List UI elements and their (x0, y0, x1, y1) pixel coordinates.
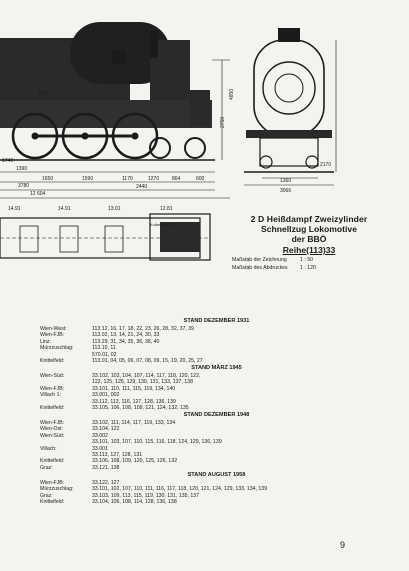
row-numbers: 33.102, 103, 104, 107, 114, 117, 118, 120, 122, (92, 373, 201, 379)
stand-title: STAND MÄRZ 1945 (191, 365, 242, 371)
dim-2170: 2170 (320, 162, 332, 168)
dim-4850: 4850 (229, 88, 235, 100)
title-line-4: Reihe(113)33 (282, 245, 336, 255)
row-numbers: 113.01, 04, 05, 06, 07, 08, 09, 15, 19, 20, 25, 27 (92, 358, 203, 365)
row-numbers: 33.121, 138 (92, 464, 120, 471)
dim-1170: 1170 (122, 176, 133, 182)
table-row (40, 405, 409, 411)
row-numbers: 33.113, 127, 128, 131 (92, 452, 143, 459)
row-location: Mürzzuschlag: (40, 486, 74, 493)
plan-label-4: 12.81 (160, 206, 173, 212)
row-location: Mürzzuschlag: (40, 345, 74, 352)
table-row (40, 358, 409, 364)
plan-label-1: 14.91 (8, 206, 21, 212)
dim-1590: 1590 (82, 176, 94, 182)
dim-3066: 3066 (280, 188, 292, 194)
table-row (40, 465, 409, 471)
row-numbers: 33.102, 111, 114, 117, 119, 133, 134 (92, 420, 176, 426)
stand-title: STAND DEZEMBER 1948 (183, 412, 250, 418)
scale-row (232, 265, 406, 271)
row-location: Villach: (40, 445, 57, 452)
side-elevation (0, 22, 230, 190)
row-location: Wien-FJB: (40, 332, 65, 339)
dim-1360: 1360 (280, 178, 292, 184)
row-numbers: 113.02, 13, 14, 21, 24, 30, 33 (92, 332, 160, 339)
dim-12604: 12 604 (30, 191, 46, 197)
stand-title: STAND DEZEMBER 1931 (183, 318, 250, 324)
title-line-2: Schnellzug Lokomotive (261, 224, 357, 234)
row-location: Wien-Süd: (40, 432, 65, 439)
row-numbers: 33.104, 122 (92, 426, 120, 433)
row-numbers: 113.10, 11 (92, 345, 116, 352)
row-location: Wien-FJB: (40, 480, 65, 486)
row-location: Knittelfeld: (40, 458, 65, 465)
table-row (40, 499, 409, 505)
dim-1270: 1270 (148, 176, 160, 182)
dim-864: 864 (172, 176, 181, 182)
dim-5200: 5200 (38, 91, 50, 97)
stand-title: STAND AUGUST 1958 (187, 472, 246, 478)
row-location: Graz: (40, 492, 53, 499)
scale-value: 1 : 50 (300, 257, 313, 263)
dim-600: 600 (196, 176, 205, 182)
row-numbers: 33.103, 109, 113, 115, 119, 130, 131, 135, 137 (92, 492, 200, 499)
row-numbers: 570.01, 02 (92, 351, 117, 358)
dim-2750: 2750 (220, 116, 226, 128)
row-numbers: 33.104, 106, 108, 114, 128, 136, 138 (92, 499, 177, 506)
row-location: Wien-Süd: (40, 373, 65, 379)
stand-1931 (0, 318, 409, 364)
title-line-1: 2 D Heißdampf Zweizylinder (250, 214, 368, 224)
dim-1650: 1650 (42, 176, 54, 182)
row-numbers: 33.001, 002 (92, 392, 120, 399)
row-numbers: 33.001 (92, 445, 108, 452)
row-numbers: 33.101, 110, 111, 115, 119, 134, 140 (92, 385, 176, 392)
row-numbers: 33.101, 102, 107, 110, 111, 116, 117, 118, 120, 121, 124, 129, 133, 134, 139 (92, 486, 268, 493)
row-numbers: 33.105, 106, 108, 109, 121, 124, 132, 135 (92, 405, 189, 412)
row-location: Knittelfeld: (40, 499, 65, 506)
scale-label: Maßstab der Zeichnung (232, 257, 287, 263)
title-block (212, 214, 406, 271)
stand-1958 (0, 472, 409, 506)
stand-1948 (0, 412, 409, 471)
row-numbers: 33.101, 103, 107, 110, 115, 116, 118, 124, 129, 136, 139 (92, 439, 222, 446)
row-numbers: 33.106, 108, 109, 120, 125, 126, 132 (92, 458, 178, 465)
dim-2440: 2440 (136, 184, 148, 190)
row-location: Linz: (40, 338, 51, 345)
row-numbers: 33.122, 127 (92, 480, 120, 486)
row-location: Villach 1: (40, 392, 61, 399)
row-location: Graz: (40, 464, 53, 471)
dim-1740: 1740 (2, 158, 14, 164)
row-location: Wien-Ost: (40, 426, 64, 433)
row-location: Wien-FJB: (40, 420, 65, 426)
plan-label-3: 13.01 (108, 206, 121, 212)
row-numbers: 33.002 (92, 432, 108, 439)
title-line-3: der BBÖ (291, 234, 327, 244)
dim-1390: 1390 (16, 166, 28, 172)
row-location: Knittelfeld: (40, 358, 65, 365)
row-numbers: 122, 125, 126, 129, 130, 131, 133, 137, 138 (92, 379, 193, 386)
plan-label-5: Kolbenhub 720 (150, 222, 177, 227)
row-location: Wien-West: (40, 326, 67, 332)
stand-1945 (0, 365, 409, 411)
row-numbers: 33.112, 113, 116, 127, 128, 136, 139 (92, 398, 176, 405)
row-numbers: 113.29, 31, 34, 35, 36, 38, 40 (92, 338, 160, 345)
scale-value: 1 : 120 (300, 265, 316, 271)
row-numbers: 113.12, 16, 17, 18, 22, 23, 26, 28, 32, 37, 39 (92, 326, 195, 332)
scale-row (232, 257, 406, 263)
plan-label-2: 14.91 (58, 206, 71, 212)
page-number: 9 (340, 540, 346, 550)
row-location: Knittelfeld: (40, 405, 65, 412)
scale-label: Maßstab des Abdruckes (232, 265, 288, 271)
dim-3780: 3780 (18, 183, 30, 189)
row-location: Wien-FJB: (40, 385, 65, 392)
